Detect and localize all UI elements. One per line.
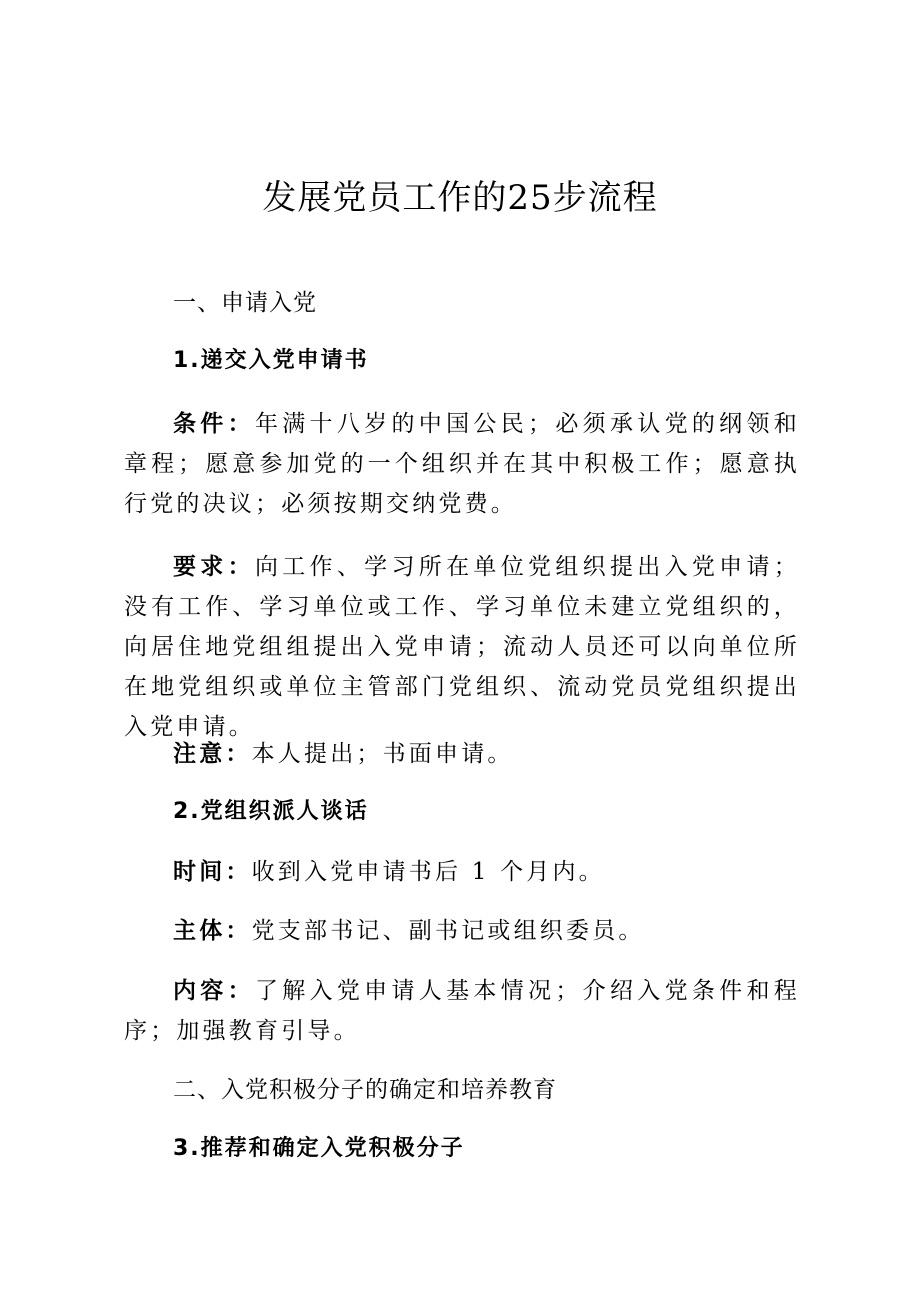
paragraph-text: 收到入党申请书后 1 个月内。	[251, 859, 605, 885]
paragraph-subject	[124, 911, 800, 951]
paragraph-label: 注意：	[173, 741, 252, 767]
paragraph-label: 内容：	[173, 978, 255, 1004]
paragraph-notes	[124, 734, 800, 774]
paragraph-label: 条件：	[173, 411, 255, 437]
paragraph-text: 党支部书记、副书记或组织委员。	[251, 918, 645, 944]
step-heading-2: 2.党组织派人谈话	[173, 799, 369, 824]
paragraph-text: 本人提出；书面申请。	[251, 741, 514, 767]
section-heading-1: 一、申请入党	[173, 290, 317, 316]
section-heading-2: 二、入党积极分子的确定和培养教育	[173, 1077, 557, 1103]
paragraph-text: 了解入党申请人基本情况；介绍入党条件和程序；加强教育引导。	[124, 978, 801, 1044]
step-heading-3: 3.推荐和确定入党积极分子	[173, 1136, 465, 1161]
step-heading-1: 1.递交入党申请书	[173, 348, 369, 373]
paragraph-content	[124, 971, 800, 1051]
paragraph-text: 向工作、学习所在单位党组织提出入党申请；没有工作、学习单位或工作、学习单位未建立党组织的，向居住地党组组提出入党申请；流动人员还可以向单位所在地党组织或单位主管部门党组织、流动党员党组织提出入党申请。	[124, 554, 801, 740]
paragraph-label: 时间：	[173, 859, 252, 885]
document-title: 发展党员工作的25步流程	[262, 178, 658, 218]
paragraph-label: 要求：	[173, 554, 255, 580]
paragraph-conditions	[124, 404, 800, 524]
paragraph-time	[124, 852, 800, 892]
paragraph-requirements	[124, 547, 800, 747]
paragraph-text: 年满十八岁的中国公民；必须承认党的纲领和章程；愿意参加党的一个组织并在其中积极工作；愿意执行党的决议；必须按期交纳党费。	[124, 411, 801, 517]
paragraph-label: 主体：	[173, 918, 252, 944]
